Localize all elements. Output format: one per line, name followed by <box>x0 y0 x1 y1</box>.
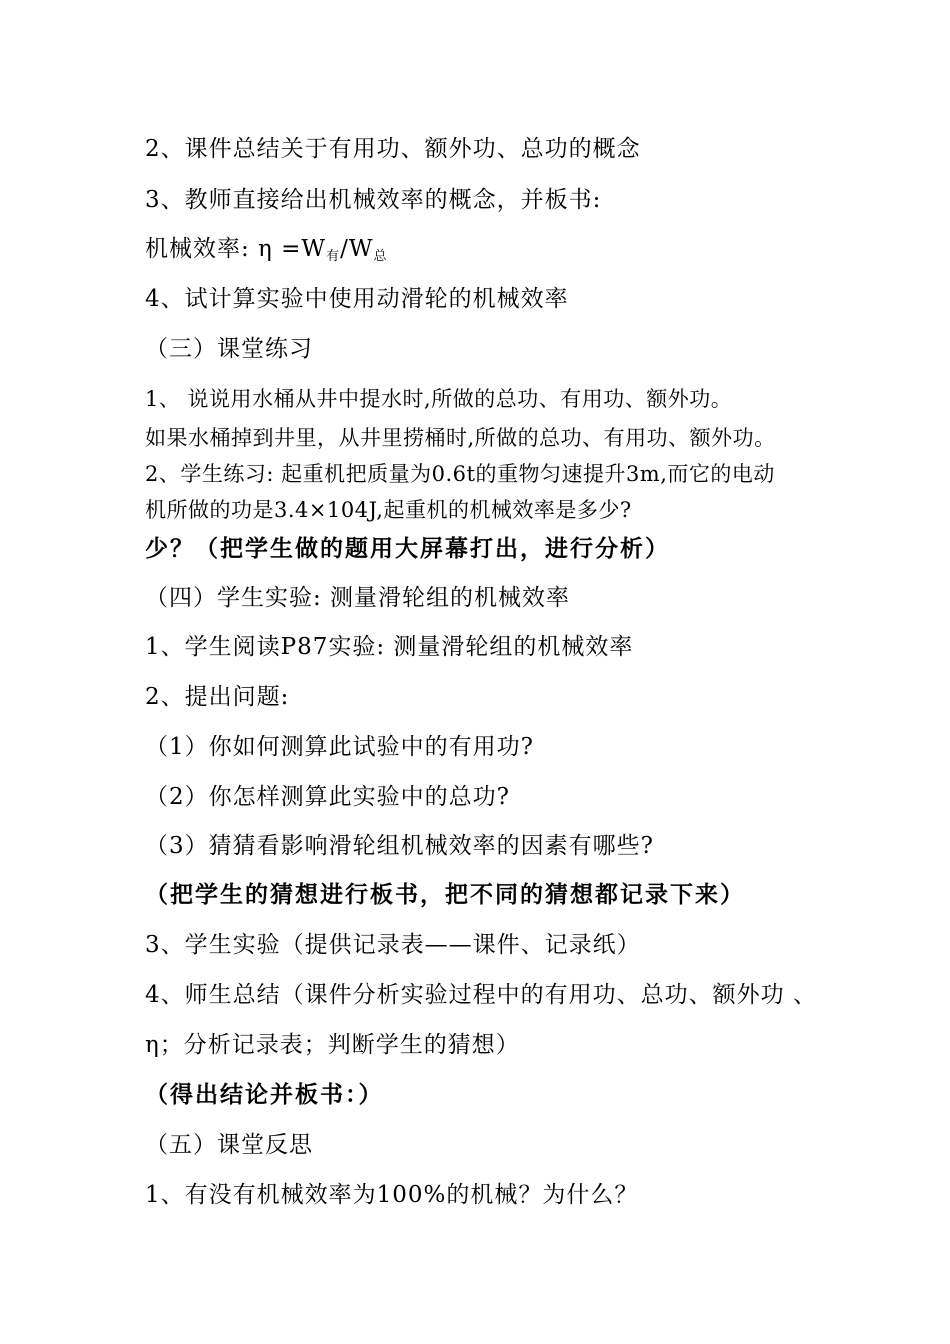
formula-subscript-useful: 有 <box>326 249 341 264</box>
text-line: 如果水桶掉到井里，从井里捞桶时,所做的总功、有用功、额外功。 <box>145 426 776 450</box>
text-line: （3）猜猜看影响滑轮组机械效率的因素有哪些? <box>145 833 654 859</box>
text-line: 3、教师直接给出机械效率的概念，并板书: <box>145 187 602 213</box>
text-line: 2、课件总结关于有用功、额外功、总功的概念 <box>145 136 641 162</box>
text-line: 2、提出问题: <box>145 684 290 710</box>
efficiency-formula <box>145 234 387 272</box>
text-line: 4、试计算实验中使用动滑轮的机械效率 <box>145 286 569 312</box>
bold-note: （把学生的猜想进行板书，把不同的猜想都记录下来） <box>145 882 745 908</box>
text-line: 3、学生实验（提供记录表——课件、记录纸） <box>145 932 641 958</box>
text-line: 1、有没有机械效率为100%的机械？为什么？ <box>145 1182 639 1208</box>
text-line: 4、师生总结（课件分析实验过程中的有用功、总功、额外功 、 <box>145 982 817 1008</box>
text-line: （1）你如何测算此试验中的有用功? <box>145 734 534 760</box>
section-heading: （五）课堂反思 <box>145 1132 313 1158</box>
text-line: 2、学生练习: 起重机把质量为0.6t的重物匀速提升3m,而它的电动 <box>145 462 775 486</box>
text-line: η；分析记录表；判断学生的猜想） <box>145 1032 520 1058</box>
formula-slash: /W <box>340 236 374 262</box>
bold-note: （得出结论并板书：） <box>145 1082 384 1108</box>
text-line: （2）你怎样测算此实验中的总功? <box>145 784 510 810</box>
formula-subscript-total: 总 <box>373 249 388 264</box>
section-heading: （三）课堂练习 <box>145 336 313 362</box>
formula-prefix: 机械效率: η =W <box>145 236 327 262</box>
bold-note: 少？（把学生做的题用大屏幕打出，进行分析） <box>145 536 670 562</box>
text-line: 1、 说说用水桶从井中提水时,所做的总功、有用功、额外功。 <box>145 387 733 411</box>
text-line: 1、学生阅读P87实验: 测量滑轮组的机械效率 <box>145 634 634 660</box>
section-heading: （四）学生实验: 测量滑轮组的机械效率 <box>145 585 571 611</box>
text-line: 机所做的功是3.4×104J,起重机的机械效率是多少? <box>145 498 632 522</box>
